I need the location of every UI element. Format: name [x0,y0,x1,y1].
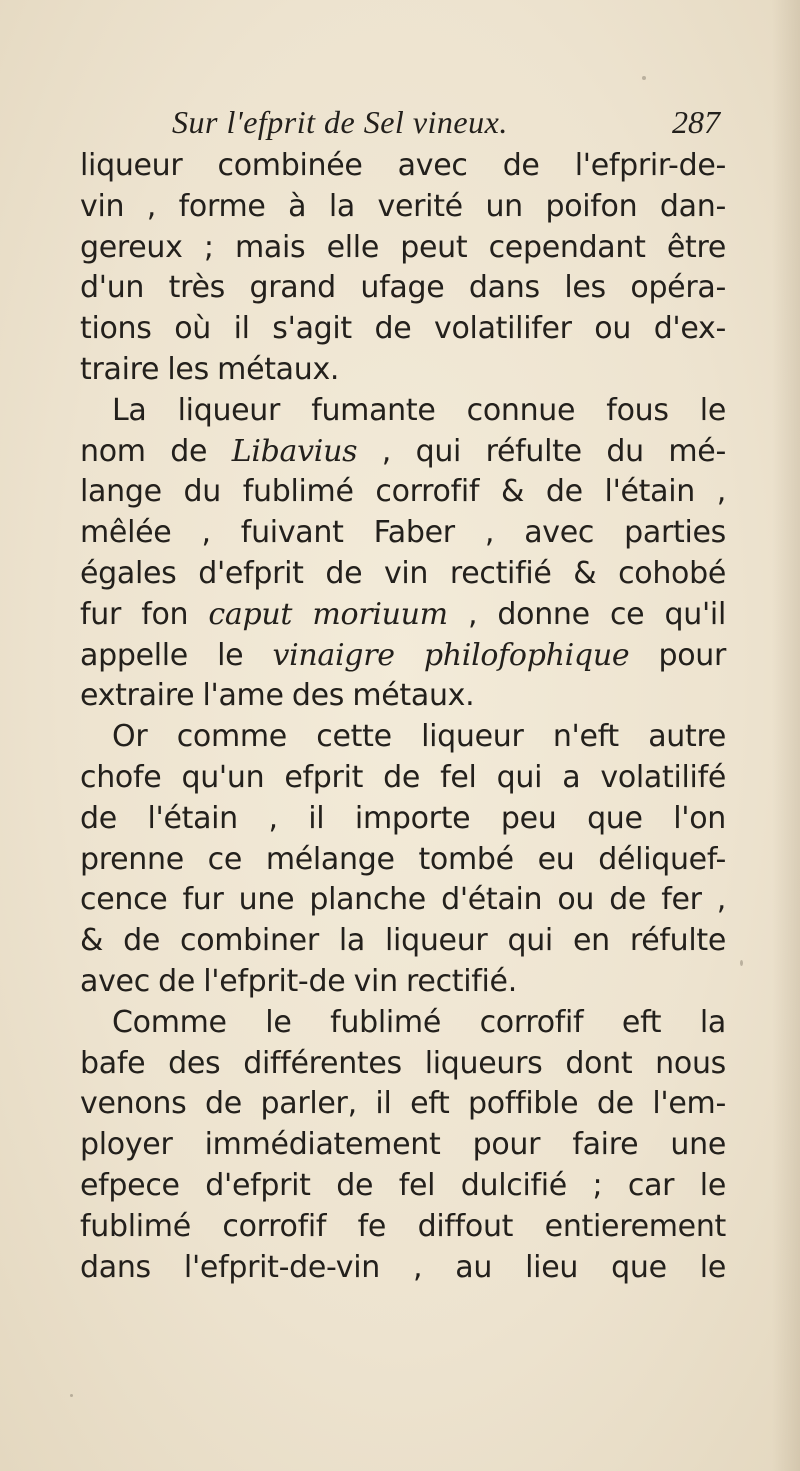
text-line: de l'étain , il importe peu que l'on [80,800,726,836]
text-line: gereux ; mais elle peut cependant être [80,229,726,265]
text-line: extraire l'ame des métaux. [80,678,475,714]
page-number: 287 [672,104,720,140]
text-line: venons de parler, il eft poffible de l'em- [80,1086,726,1122]
italic-term: vinaigre philofophique [272,637,630,673]
text-line: avec de l'efprit-de vin rectifié. [80,963,517,999]
text-line: chofe qu'un efprit de fel qui a volatilifé [80,759,726,795]
text-line: lange du fublimé corrofif & de l'étain , [80,474,726,510]
text-line: dans l'efprit-de-vin , au lieu que le [80,1249,726,1285]
text-line: & de combiner la liqueur qui en réfulte [80,923,726,959]
text-line: bafe des différentes liqueurs dont nous [80,1045,726,1081]
text-line: Or comme cette liqueur n'eft autre [112,719,726,755]
text-line: La liqueur fumante connue fous le [112,392,726,428]
page-edge-shadow [772,0,800,1471]
text-line: liqueur combinée avec de l'efprir-de- [80,148,726,183]
text-line: ployer immédiatement pour faire une [80,1127,726,1163]
running-title: Sur l'efprit de Sel vineux. [172,104,508,140]
text-line: d'un très grand ufage dans les opéra- [80,270,726,306]
text-line: efpece d'efprit de fel dulcifié ; car le [80,1167,726,1203]
text-line: tions où il s'agit de volatilifer ou d'ex- [80,311,726,347]
running-head [80,104,720,144]
text-line: égales d'efprit de vin rectifié & cohobé [80,555,726,591]
text-line: traire les métaux. [80,351,340,387]
text-line: mêlée , fuivant Faber , avec parties [80,515,726,551]
body-text [80,146,726,1288]
paper-speck [70,1394,73,1397]
text-line: nom de Libavius , qui réfulte du mé- [80,433,726,469]
text-line: cence fur une planche d'étain ou de fer , [80,882,726,918]
text-line: appelle le vinaigre philofophique pour [80,637,726,673]
paper-speck [740,960,743,966]
text-line: prenne ce mélange tombé eu déliquef- [80,841,726,877]
paper-speck [642,76,646,80]
italic-term: caput moriuum [208,596,448,632]
text-line: Comme le fublimé corrofif eft la [112,1004,726,1040]
text-line: vin , forme à la verité un poifon dan- [80,188,726,224]
text-line: fublimé corrofif fe diffout entierement [80,1208,726,1244]
italic-name: Libavius [231,433,358,469]
text-line: fur fon caput moriuum , donne ce qu'il [80,596,726,632]
